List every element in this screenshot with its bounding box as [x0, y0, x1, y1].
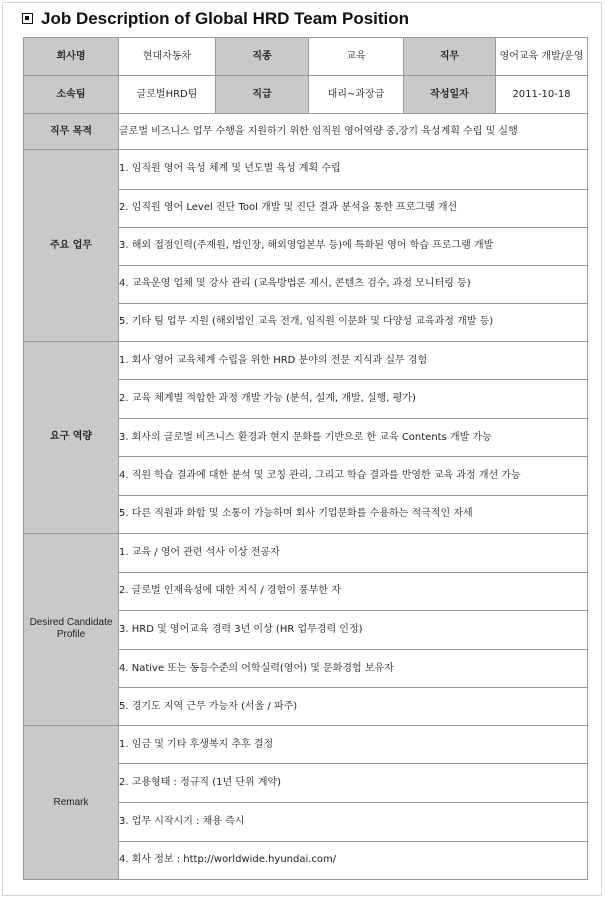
date-value: 2011-10-18	[496, 76, 588, 114]
purpose-label: 직무 목적	[24, 114, 119, 150]
team-label: 소속팀	[24, 76, 119, 114]
purpose-text: 글로벌 비즈니스 업무 수행을 지원하기 위한 임직원 영어역량 중,장기 육성계획 수립 및 실행	[119, 114, 588, 150]
duties-label: 주요 업무	[24, 150, 119, 342]
profile-item: 3. HRD 및 영어교육 경력 3년 이상 (HR 업무경력 인정)	[119, 610, 588, 649]
remark-item: 2. 고용형태 : 정규직 (1년 단위 계약)	[119, 764, 588, 802]
team-value: 글로벌HRD팀	[119, 76, 216, 114]
competency-label: 요구 역량	[24, 342, 119, 534]
competency-item: 2. 교육 체계별 적합한 과정 개발 가능 (분석, 설계, 개발, 실행, 평가)	[119, 380, 588, 419]
profile-item: 1. 교육 / 영어 관련 석사 이상 전공자	[119, 533, 588, 572]
document-title	[22, 9, 409, 29]
date-label: 작성일자	[404, 76, 496, 114]
duty-value: 영어교육 개발/운영	[496, 38, 588, 76]
job-type-label: 직종	[216, 38, 309, 76]
profile-item: 2. 글로벌 인재육성에 대한 지식 / 경험이 풍부한 자	[119, 572, 588, 610]
competency-item: 4. 직원 학습 결과에 대한 분석 및 코칭 관리, 그리고 학습 결과를 반영한 교육 과정 개선 가능	[119, 457, 588, 495]
header-row-2	[24, 76, 588, 114]
company-value: 현대자동차	[119, 38, 216, 76]
square-bullet-icon	[22, 13, 33, 24]
purpose-row	[24, 114, 588, 150]
profile-item: 4. Native 또는 동등수준의 어학실력(영어) 및 문화경험 보유자	[119, 650, 588, 688]
job-type-value: 교육	[309, 38, 404, 76]
profile-label: Desired Candidate Profile	[24, 533, 119, 726]
duty-item: 4. 교육운영 업체 및 강사 관리 (교육방법론 제시, 콘텐츠 검수, 과정 모니터링 등)	[119, 265, 588, 303]
profile-row	[24, 533, 588, 572]
competency-item: 3. 회사의 글로벌 비즈니스 환경과 현지 문화를 기반으로 한 교육 Contents 개발 가능	[119, 419, 588, 457]
remark-item: 3. 업무 시작시기 : 채용 즉시	[119, 802, 588, 841]
duty-label: 직무	[404, 38, 496, 76]
rank-label: 직급	[216, 76, 309, 114]
title-text: Job Description of Global HRD Team Position	[41, 9, 410, 28]
competency-item: 5. 다른 직원과 화합 및 소통이 가능하며 회사 기업문화를 수용하는 적극적인 자세	[119, 495, 588, 533]
competency-item: 1. 회사 영어 교육체계 수립을 위한 HRD 분야의 전문 지식과 실무 경험	[119, 342, 588, 380]
remark-item: 4. 회사 정보 : http://worldwide.hyundai.com/	[119, 841, 588, 879]
duties-row	[24, 150, 588, 189]
remark-item: 1. 임금 및 기타 후생복지 추후 결정	[119, 726, 588, 764]
duty-item: 5. 기타 팀 업무 지원 (해외법인 교육 전개, 임직원 이문화 및 다양성 교육과정 개발 등)	[119, 303, 588, 341]
duty-item: 2. 임직원 영어 Level 진단 Tool 개발 및 진단 결과 분석을 통한 프로그램 개선	[119, 189, 588, 227]
remark-row	[24, 726, 588, 764]
company-label: 회사명	[24, 38, 119, 76]
rank-value: 대리~과장급	[309, 76, 404, 114]
header-row-1	[24, 38, 588, 76]
remark-label: Remark	[24, 726, 119, 880]
job-description-table	[23, 37, 588, 880]
competency-row	[24, 342, 588, 380]
duty-item: 3. 해외 접점인력(주재원, 법인장, 해외영업본부 등)에 특화된 영어 학습 프로그램 개발	[119, 227, 588, 265]
profile-item: 5. 경기도 지역 근무 가능자 (서울 / 파주)	[119, 688, 588, 726]
duty-item: 1. 임직원 영어 육성 체계 및 년도별 육성 계획 수립	[119, 150, 588, 189]
